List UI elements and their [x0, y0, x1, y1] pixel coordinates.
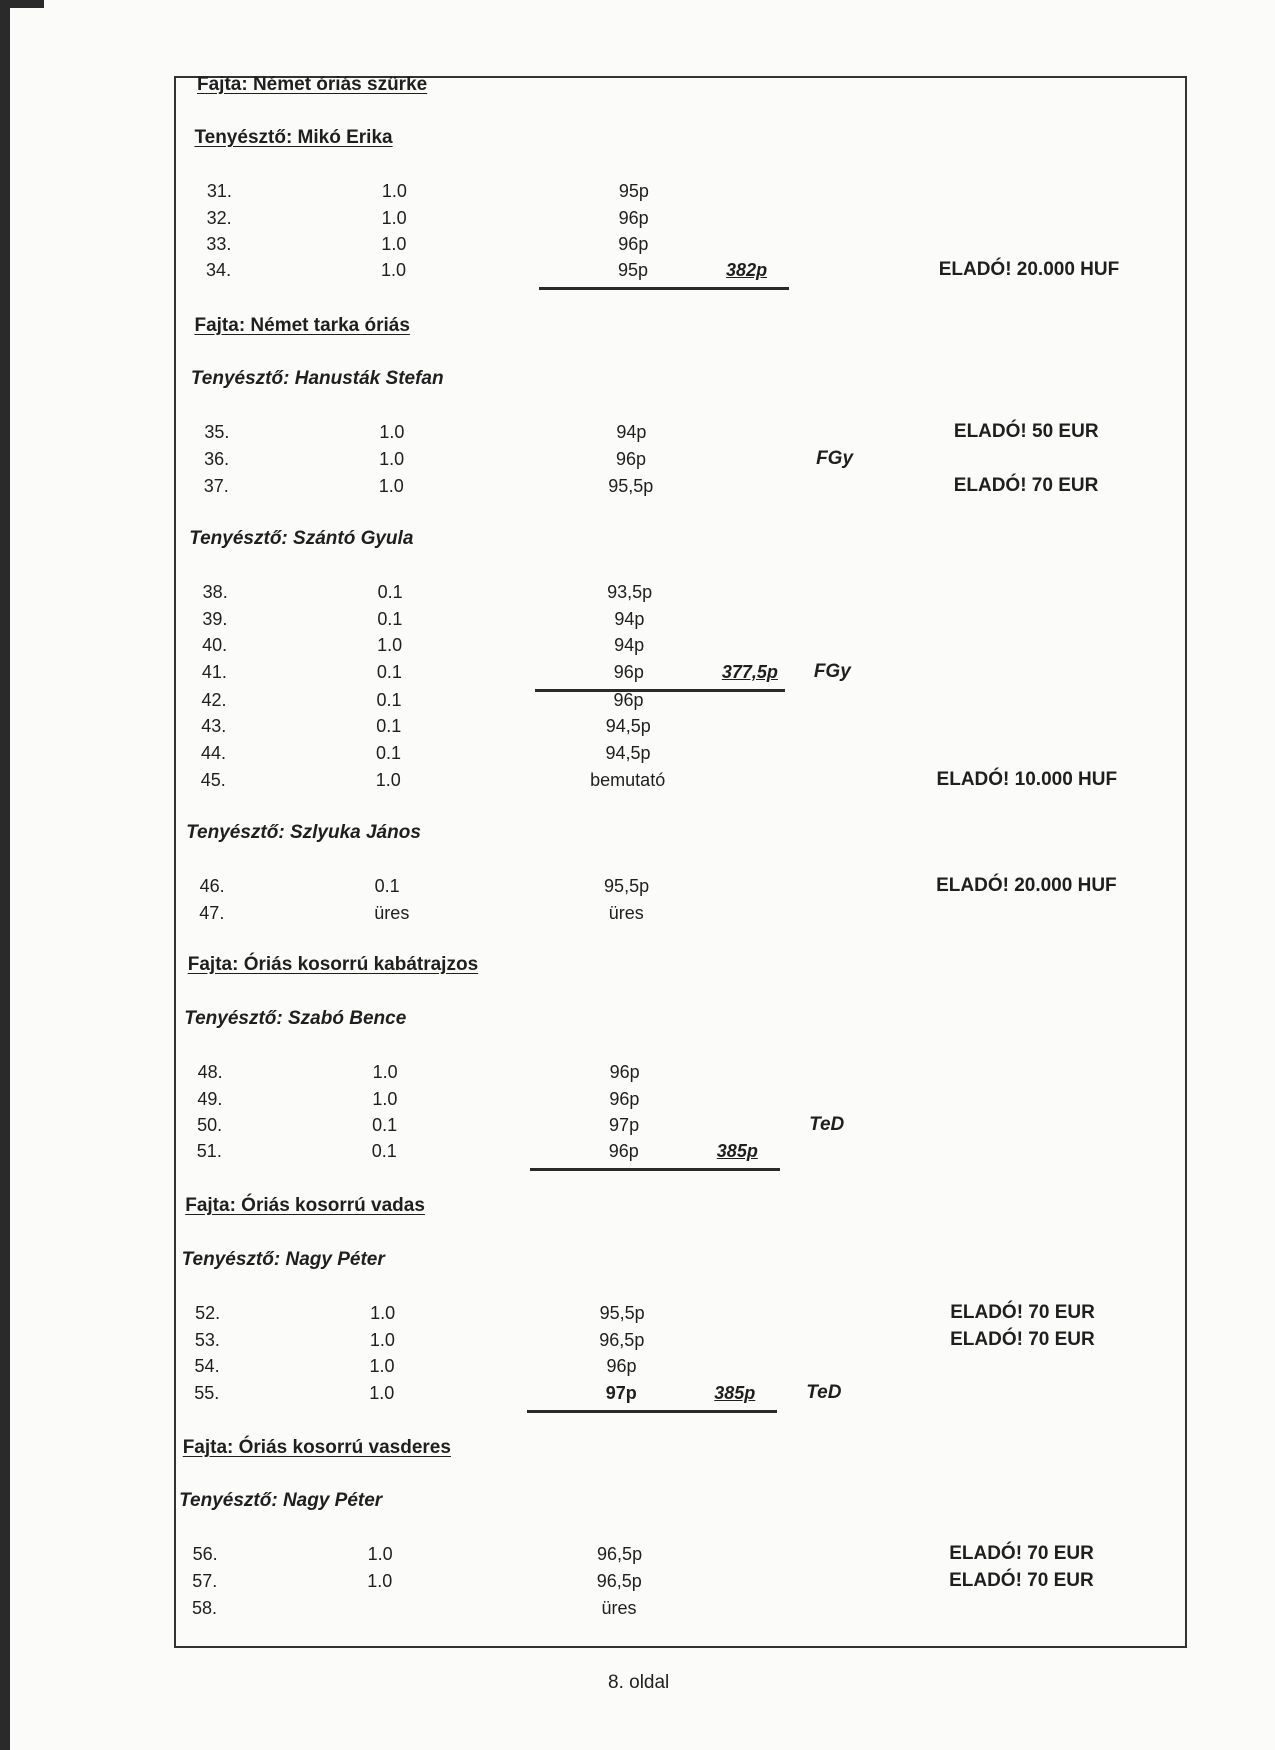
entry-score: 95p — [618, 260, 649, 280]
sale-note: ELADÓ! 50 EUR — [953, 421, 1099, 442]
entry-number: 36. — [204, 449, 230, 469]
entry-sex: 1.0 — [379, 422, 405, 442]
entry-score: 97p — [605, 1383, 637, 1403]
entry-number: 56. — [192, 1544, 218, 1564]
entry-sex: 1.0 — [381, 260, 407, 280]
entry-score: 95,5p — [599, 1303, 645, 1323]
entry-sex: 1.0 — [379, 449, 405, 469]
entry-sex: 1.0 — [381, 234, 407, 254]
entry-sex: 1.0 — [377, 635, 403, 655]
sale-note: ELADÓ! 70 EUR — [949, 1570, 1094, 1591]
entry-score: 96p — [618, 234, 649, 254]
entry-number: 50. — [197, 1115, 223, 1135]
entry-number: 45. — [200, 770, 226, 790]
entry-number: 58. — [192, 1598, 218, 1618]
entry-number: 31. — [206, 181, 232, 201]
entry-number: 40. — [202, 635, 228, 655]
breeder-name: Tenyésztő: Szabó Bence — [184, 1008, 407, 1029]
sale-note: ELADÓ! 70 EUR — [950, 1329, 1095, 1350]
entry-number: 34. — [206, 260, 232, 280]
entry-sex: 1.0 — [369, 1383, 395, 1403]
entry-number: 53. — [194, 1330, 220, 1350]
entry-score: 94p — [614, 635, 645, 655]
entry-number: 41. — [201, 662, 227, 682]
entry-score: 95,5p — [608, 476, 654, 496]
entry-sex: 0.1 — [372, 1115, 398, 1135]
group-total: 385p — [716, 1141, 758, 1161]
entry-score: 96,5p — [596, 1571, 642, 1591]
entry-score: 95p — [618, 181, 649, 201]
group-total: 382p — [726, 260, 768, 280]
entry-sex: 1.0 — [381, 208, 407, 228]
entry-number: 49. — [197, 1089, 223, 1109]
entry-score: 96,5p — [599, 1330, 645, 1350]
sale-note: ELADÓ! 70 EUR — [950, 1302, 1095, 1323]
entry-sex: 1.0 — [375, 770, 401, 790]
entry-score: 95,5p — [604, 876, 650, 896]
entry-number: 47. — [199, 903, 225, 923]
entry-score: 94,5p — [605, 716, 651, 736]
breeder-name: Tenyésztő: Nagy Péter — [181, 1249, 385, 1270]
sum-underline — [530, 1168, 780, 1171]
breed-heading: Fajta: Óriás kosorrú kabátrajzos — [187, 954, 479, 975]
entry-mark: TeD — [809, 1114, 845, 1135]
sum-underline — [539, 287, 789, 290]
entry-number: 38. — [202, 582, 228, 602]
entry-sex: 1.0 — [372, 1062, 398, 1082]
entry-score: 96p — [609, 1062, 640, 1082]
entry-sex: 1.0 — [381, 181, 407, 201]
breeder-name: Tenyésztő: Nagy Péter — [179, 1490, 383, 1511]
group-total: 377,5p — [721, 662, 778, 682]
entry-number: 42. — [201, 690, 227, 710]
entry-score: bemutató — [590, 770, 666, 790]
entry-score: 96,5p — [597, 1544, 643, 1564]
breeder-name: Tenyésztő: Mikó Erika — [194, 127, 393, 148]
entry-sex: 0.1 — [374, 876, 400, 896]
entry-sex: 0.1 — [376, 716, 402, 736]
entry-score: 93,5p — [607, 582, 653, 602]
entry-sex: 1.0 — [378, 476, 404, 496]
entry-sex: 1.0 — [369, 1330, 395, 1350]
entry-score: 96p — [616, 449, 647, 469]
breeder-name: Tenyésztő: Szlyuka János — [186, 822, 421, 843]
breed-heading: Fajta: Óriás kosorrú vadas — [185, 1195, 425, 1216]
entry-number: 39. — [202, 609, 228, 629]
entry-sex: 0.1 — [376, 690, 402, 710]
entry-number: 55. — [194, 1383, 220, 1403]
entry-sex: 1.0 — [367, 1544, 393, 1564]
entry-number: 48. — [197, 1062, 223, 1082]
entry-number: 51. — [196, 1141, 222, 1161]
entry-score: 94p — [616, 422, 647, 442]
breed-heading: Fajta: Német tarka óriás — [194, 315, 410, 336]
scan-edge-top — [0, 0, 44, 8]
entry-number: 52. — [195, 1303, 221, 1323]
page-number: 8. oldal — [608, 1672, 670, 1693]
entry-sex: 0.1 — [375, 743, 402, 763]
sale-note: ELADÓ! 10.000 HUF — [936, 769, 1118, 790]
entry-score: üres — [601, 1598, 637, 1618]
entry-score: 94p — [614, 609, 645, 629]
entry-number: 44. — [200, 743, 227, 763]
entry-sex: 1.0 — [370, 1303, 396, 1323]
entry-sex: 0.1 — [376, 662, 402, 682]
entry-number: 35. — [204, 422, 230, 442]
entry-mark: TeD — [806, 1382, 842, 1403]
sale-note: ELADÓ! 20.000 HUF — [936, 875, 1117, 896]
entry-sex: 0.1 — [377, 609, 403, 629]
entry-score: 96p — [606, 1356, 637, 1376]
entry-number: 57. — [192, 1571, 218, 1591]
breed-heading: Fajta: Német óriás szürke — [197, 74, 428, 95]
group-total: 385p — [714, 1383, 756, 1403]
entry-score: 96p — [613, 690, 644, 710]
sale-note: ELADÓ! 70 EUR — [953, 475, 1099, 496]
entry-sex: üres — [374, 903, 410, 923]
entry-score: 97p — [609, 1115, 640, 1135]
entry-number: 43. — [201, 716, 227, 736]
sum-underline — [527, 1410, 777, 1413]
entry-score: 96p — [618, 208, 649, 228]
sale-note: ELADÓ! 20.000 HUF — [938, 259, 1120, 280]
entry-number: 33. — [206, 234, 232, 254]
entry-mark: FGy — [816, 448, 854, 469]
entry-number: 54. — [194, 1356, 220, 1376]
entry-mark: FGy — [813, 661, 851, 682]
sale-note: ELADÓ! 70 EUR — [949, 1543, 1094, 1564]
entry-score: 94,5p — [605, 743, 651, 763]
breeder-name: Tenyésztő: Hanusták Stefan — [190, 368, 444, 389]
entry-sex: 1.0 — [367, 1571, 393, 1591]
entry-score: 96p — [613, 662, 644, 682]
breeder-name: Tenyésztő: Szántó Gyula — [189, 528, 414, 549]
entry-number: 46. — [199, 876, 225, 896]
entry-number: 32. — [206, 208, 232, 228]
entry-score: 96p — [609, 1089, 640, 1109]
entry-sex: 1.0 — [369, 1356, 395, 1376]
entry-score: 96p — [608, 1141, 639, 1161]
entry-sex: 0.1 — [371, 1141, 397, 1161]
entry-score: üres — [608, 903, 644, 923]
entry-sex: 1.0 — [372, 1089, 398, 1109]
breed-heading: Fajta: Óriás kosorrú vasderes — [182, 1437, 451, 1458]
scan-edge — [0, 0, 10, 1750]
entry-sex: 0.1 — [377, 582, 403, 602]
entry-number: 37. — [203, 476, 229, 496]
